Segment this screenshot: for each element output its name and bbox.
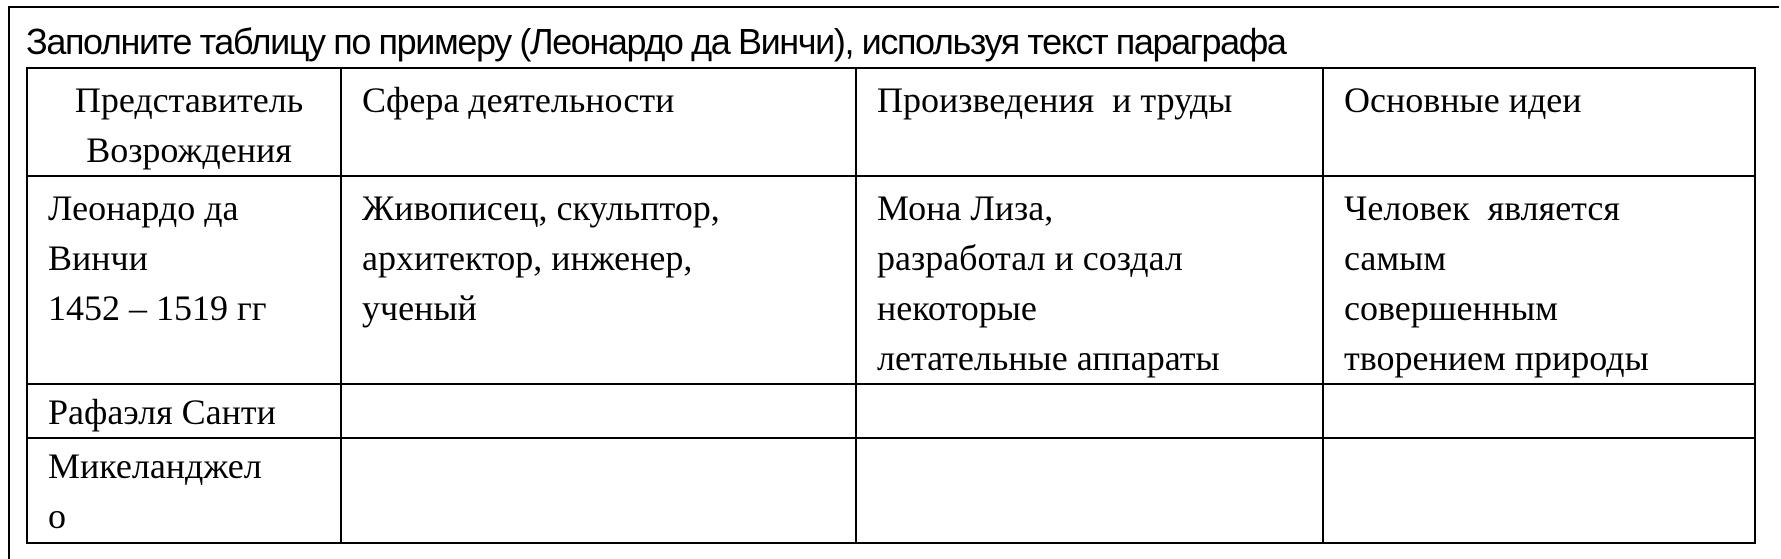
- cell-ideas-empty[interactable]: [1323, 438, 1755, 543]
- cell-ideas: Человек является самым совершенным творением природы: [1323, 176, 1755, 384]
- cell-representative: Микеланджел о: [27, 438, 341, 543]
- header-row: [27, 68, 1755, 176]
- cell-works-empty[interactable]: [856, 384, 1323, 438]
- cell-representative: Рафаэля Санти: [27, 384, 341, 438]
- task-title: Заполните таблицу по примеру (Леонардо да Винчи), используя текст параграфа: [26, 21, 1286, 62]
- header-works: Произведения и труды: [856, 68, 1323, 176]
- cell-works-empty[interactable]: [856, 438, 1323, 543]
- cell-sphere: Живописец, скульптор, архитектор, инженер, ученый: [341, 176, 856, 384]
- header-ideas: Основные идеи: [1323, 68, 1755, 176]
- cell-sphere-empty[interactable]: [341, 384, 856, 438]
- cell-representative: Леонардо да Винчи 1452 – 1519 гг: [27, 176, 341, 384]
- table-row: [27, 438, 1755, 543]
- header-representative: Представитель Возрождения: [27, 68, 341, 176]
- renaissance-table: [26, 67, 1756, 544]
- header-sphere: Сфера деятельности: [341, 68, 856, 176]
- cell-ideas-empty[interactable]: [1323, 384, 1755, 438]
- table-row: [27, 176, 1755, 384]
- cell-sphere-empty[interactable]: [341, 438, 856, 543]
- table-row: [27, 384, 1755, 438]
- cell-works: Мона Лиза, разработал и создал некоторые летательные аппараты: [856, 176, 1323, 384]
